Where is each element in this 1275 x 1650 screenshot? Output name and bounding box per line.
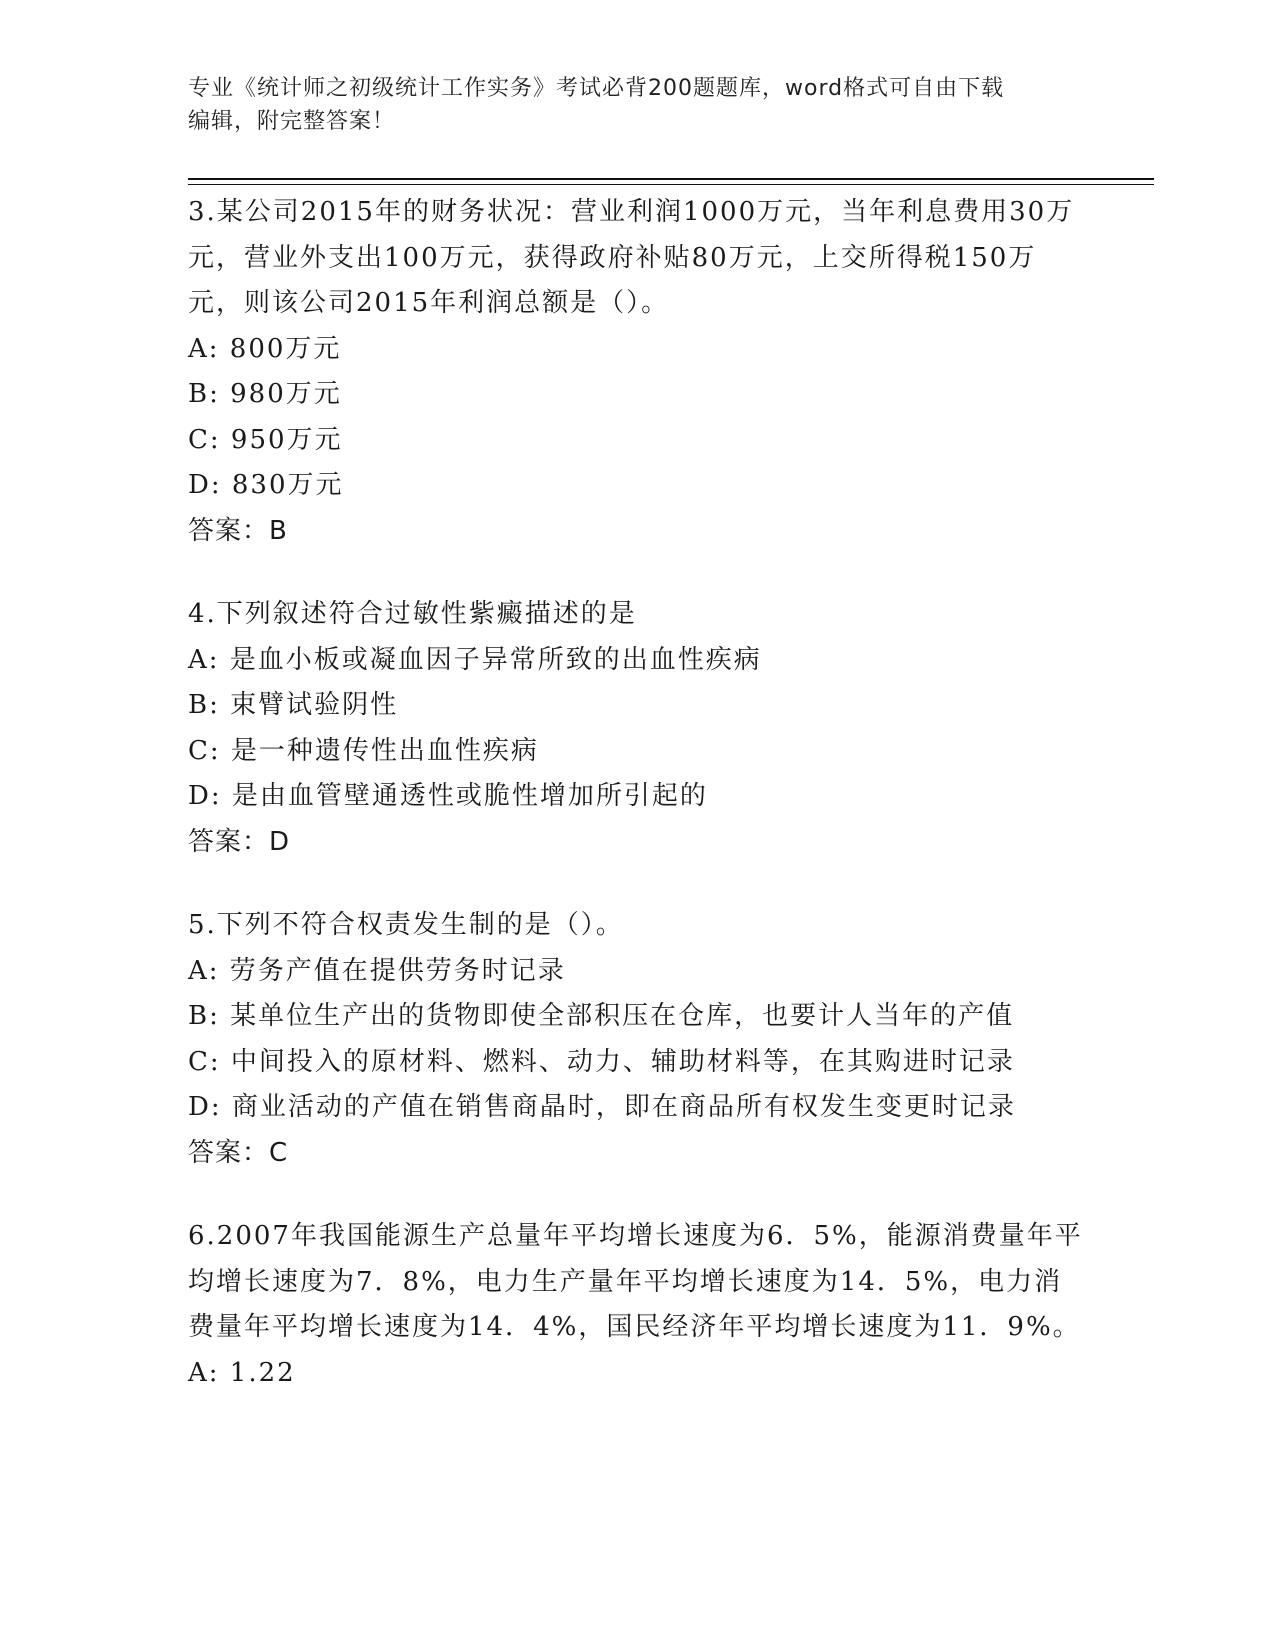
option-b: B: 束臂试验阴性: [188, 690, 399, 720]
answer-line: 答案：D: [188, 826, 291, 857]
option-a: A: 是血小板或凝血因子异常所致的出血性疾病: [188, 644, 762, 675]
option-a: A: 1.22: [188, 1357, 296, 1388]
answer-line: 答案：B: [188, 515, 288, 546]
option-b: B: 980万元: [188, 379, 342, 409]
header-line-2: 编辑，附完整答案！: [188, 109, 396, 134]
option-b: B: 某单位生产出的货物即使全部积压在仓库，也要计人当年的产值: [188, 1001, 1015, 1031]
question-stem: 3.某公司2015年的财务状况：营业利润1000万元，当年利息费用30万元，营业外支出100万元，获得政府补贴80万元，上交所得税150万元，则该公司2015年利润总额是（）。: [188, 197, 1075, 318]
document-header: [188, 72, 1088, 138]
header-divider-thin: [188, 184, 1154, 185]
option-d: D: 是由血管壁通透性或脆性增加所引起的: [188, 781, 708, 811]
option-a: A: 劳务产值在提供劳务时记录: [188, 955, 566, 986]
question-list: [188, 190, 1088, 1434]
question-3: [188, 190, 1088, 554]
question-5: [188, 903, 1088, 1176]
option-c: C: 950万元: [188, 424, 343, 455]
answer-line: 答案：C: [188, 1137, 289, 1168]
option-d: D: 830万元: [188, 470, 344, 500]
header-divider-thick: [188, 178, 1154, 180]
header-line-1: 专业《统计师之初级统计工作实务》考试必背200题题库，word格式可自由下载: [188, 76, 1005, 101]
question-stem: 4.下列叙述符合过敏性紫癜描述的是: [188, 599, 637, 629]
option-c: C: 是一种遗传性出血性疾病: [188, 735, 539, 766]
option-d: D: 商业活动的产值在销售商晶时，即在商品所有权发生变更时记录: [188, 1092, 1016, 1122]
option-a: A: 800万元: [188, 333, 342, 364]
question-6: [188, 1214, 1088, 1396]
question-stem: 5.下列不符合权责发生制的是（）。: [188, 910, 624, 940]
question-4: [188, 592, 1088, 865]
question-stem: 6.2007年我国能源生产总量年平均增长速度为6．5%，能源消费量年平均增长速度为7．8%，电力生产量年平均增长速度为14．5%，电力消费量年平均增长速度为14．4%，国民经济年平均增长速度为11．9%。: [188, 1221, 1083, 1342]
option-c: C: 中间投入的原材料、燃料、动力、辅助材料等，在其购进时记录: [188, 1046, 1015, 1077]
